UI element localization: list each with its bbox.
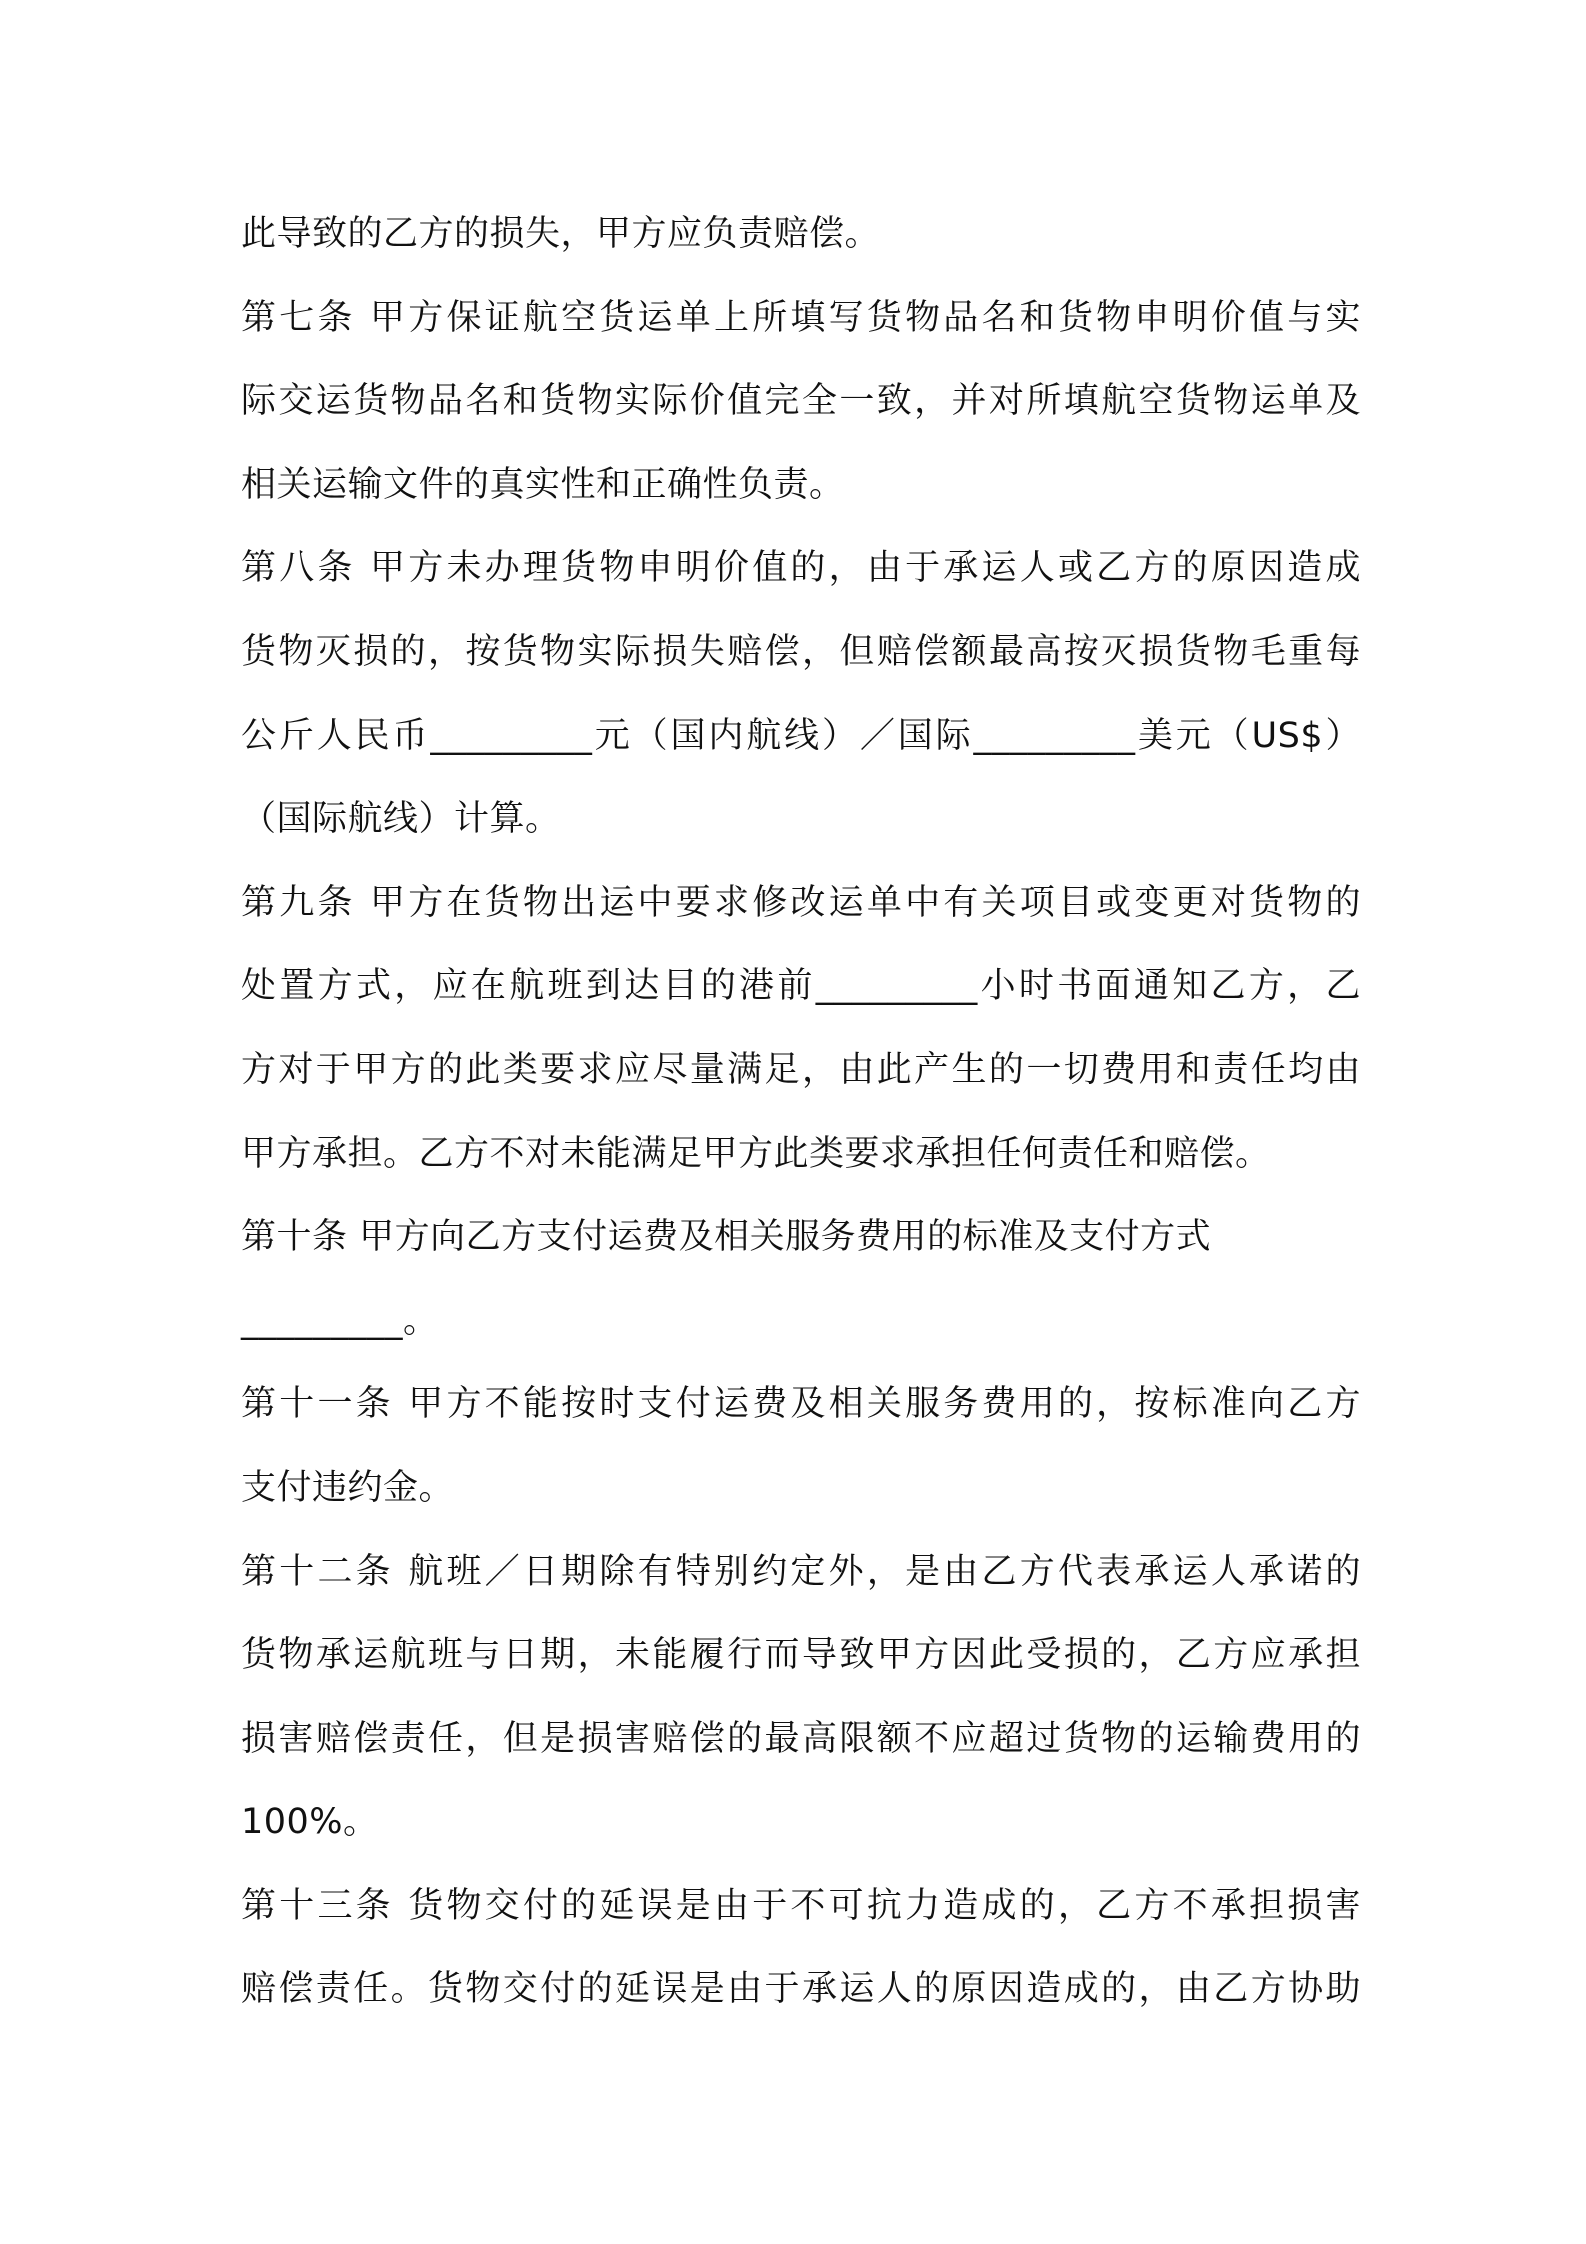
- article-7-line: 第七条 甲方保证航空货运单上所填写货物品名和货物申明价值与实: [241, 297, 1361, 338]
- text-line: 相关运输文件的真实性和正确性负责。: [241, 464, 845, 505]
- text-line: 货物灭损的，按货物实际损失赔偿，但赔偿额最高按灭损货物毛重每: [241, 631, 1361, 672]
- article-8-line: 第八条 甲方未办理货物申明价值的，由于承运人或乙方的原因造成: [241, 548, 1361, 589]
- article-12-line: 第十二条 航班／日期除有特别约定外，是由乙方代表承运人承诺的: [241, 1551, 1361, 1592]
- text-line: 赔偿责任。货物交付的延误是由于承运人的原因造成的，由乙方协助: [241, 1969, 1361, 2010]
- text-line: （国际航线）计算。: [241, 799, 561, 840]
- text-line: 支付违约金。: [241, 1467, 455, 1508]
- contract-body: [241, 193, 1361, 2032]
- text-line: 处置方式，应在航班到达目的港前_________小时书面通知乙方，乙: [241, 966, 1361, 1007]
- text-line: 损害赔偿责任，但是损害赔偿的最高限额不应超过货物的运输费用的: [241, 1718, 1361, 1759]
- article-13-line: 第十三条 货物交付的延误是由于不可抗力造成的，乙方不承担损害: [241, 1885, 1361, 1926]
- article-11-line: 第十一条 甲方不能按时支付运费及相关服务费用的，按标准向乙方: [241, 1384, 1361, 1425]
- text-line: 100%。: [241, 1802, 379, 1843]
- article-10-line: 第十条 甲方向乙方支付运费及相关服务费用的标准及支付方式: [241, 1217, 1212, 1258]
- text-line: _________。: [241, 1300, 439, 1341]
- text-line: 货物承运航班与日期，未能履行而导致甲方因此受损的，乙方应承担: [241, 1635, 1361, 1676]
- text-line: 公斤人民币_________元（国内航线）／国际_________美元（US$）: [241, 715, 1361, 756]
- text-line: 此导致的乙方的损失，甲方应负责赔偿。: [241, 214, 881, 254]
- text-line: 方对于甲方的此类要求应尽量满足，由此产生的一切费用和责任均由: [241, 1049, 1361, 1090]
- article-9-line: 第九条 甲方在货物出运中要求修改运单中有关项目或变更对货物的: [241, 882, 1361, 923]
- text-line: 际交运货物品名和货物实际价值完全一致，并对所填航空货物运单及: [241, 381, 1361, 422]
- text-line: 甲方承担。乙方不对未能满足甲方此类要求承担任何责任和赔偿。: [241, 1133, 1271, 1174]
